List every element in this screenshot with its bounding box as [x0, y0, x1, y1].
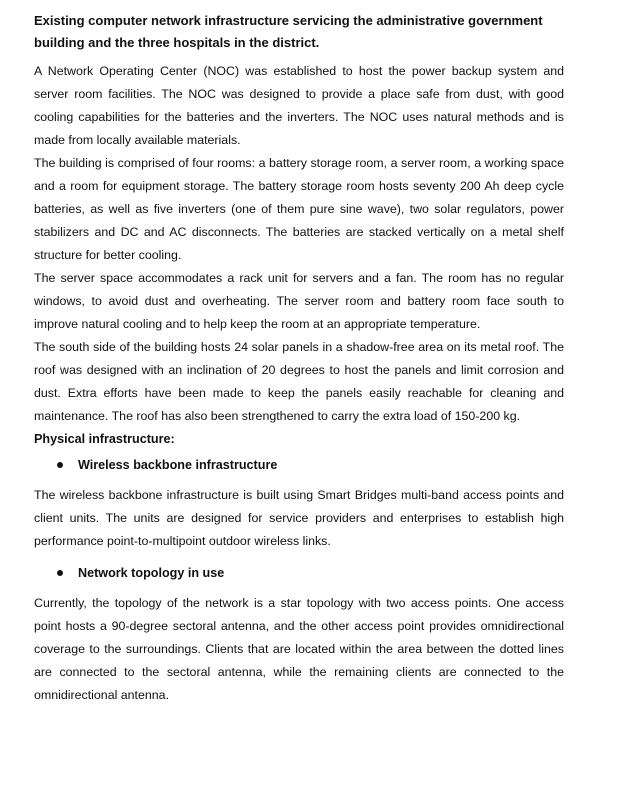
paragraph-wireless-backbone: The wireless backbone infrastructure is built using Smart Bridges multi-band access points and client units. The units are designed for service providers and enterprises to establish high performance point-to-multipoint outdoor wireless links. — [34, 488, 564, 548]
paragraph-building-rooms: The building is comprised of four rooms: a battery storage room, a server room, a working space and a room for equipment storage. The battery storage room hosts seventy 200 Ah deep cycle batteries, as well as five inverters (one of them pure sine wave), two solar regulators, power stabilizers and DC and AC disconnects. The batteries are stacked vertically on a metal shelf structure for better cooling. — [34, 156, 564, 262]
bullet-label: Wireless backbone infrastructure — [78, 457, 278, 472]
bullet-wireless-backbone — [34, 453, 564, 476]
paragraph-server-space: The server space accommodates a rack unit for servers and a fan. The room has no regular windows, to avoid dust and overheating. The server room and battery room face south to improve natural cooling and to help keep the room at an appropriate temperature. — [34, 271, 564, 331]
document-title: Existing computer network infrastructure servicing the administrative government building and the three hospitals in the district. — [34, 13, 543, 50]
document-page — [34, 10, 564, 707]
paragraph-noc: A Network Operating Center (NOC) was established to host the power backup system and server room facilities. The NOC was designed to provide a place safe from dust, with good cooling capabilities for the batteries and the inverters. The NOC uses natural methods and is made from locally available materials. — [34, 64, 564, 147]
bullet-label: Network topology in use — [78, 565, 225, 580]
paragraph-solar-panels: The south side of the building hosts 24 solar panels in a shadow-free area on its metal roof. The roof was designed with an inclination of 20 degrees to host the panels and limit corrosion and dust. Extra efforts have been made to keep the panels easily reachable for cleaning and maintenance. The roof has also been strengthened to carry the extra load of 150-200 kg. — [34, 340, 564, 423]
physical-infrastructure-heading: Physical infrastructure: — [34, 432, 175, 446]
bullet-dot-icon — [57, 570, 63, 576]
paragraph-network-topology: Currently, the topology of the network is a star topology with two access points. One access point hosts a 90-degree sectoral antenna, and the other access point provides omnidirectional coverage to the surroundings. Clients that are located within the area between the dotted lines are connected to the sectoral antenna, while the remaining clients are connected to the omnidirectional antenna. — [34, 596, 564, 702]
bullet-dot-icon — [57, 462, 63, 468]
bullet-network-topology — [34, 561, 564, 584]
